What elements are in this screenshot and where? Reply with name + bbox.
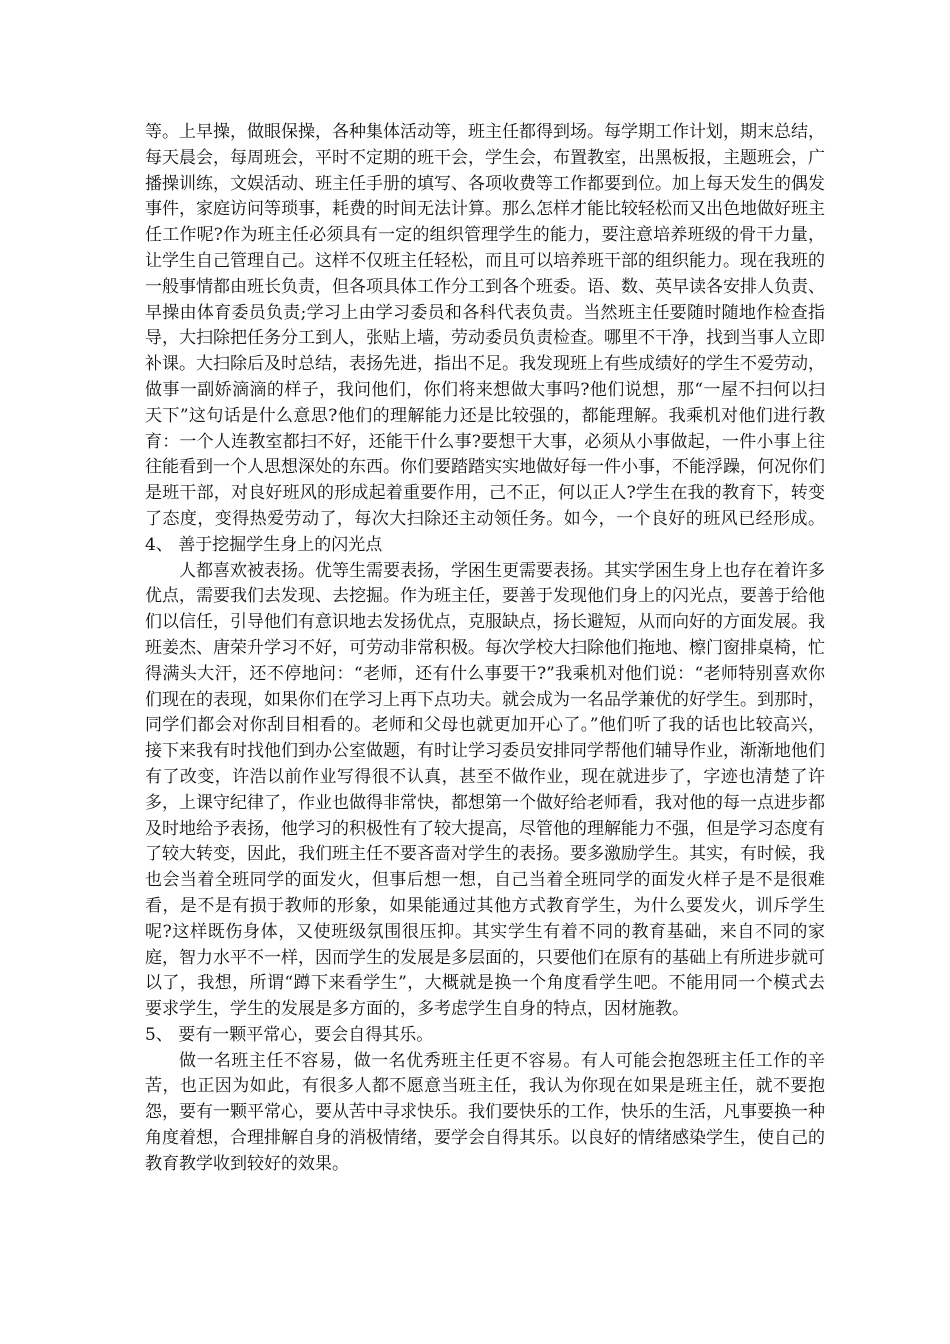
section-heading-5: 5、 要有一颗平常心，要会自得其乐。 (145, 1024, 434, 1045)
paragraph-1: 等。上早操，做眼保操，各种集体活动等，班主任都得到场。每学期工作计划，期末总结，每天晨会，每周班会，平时不定期的班干会，学生会，布置教室，出黑板报，主题班会，广播操训练，文娱活动、班主任手册的填写、各项收费等工作都要到位。加上每天发生的偶发事件，家庭访问等琐事，耗费的时间无法计算。那么怎样才能比较轻松而又出色地做好班主任工作呢?作为班主任必须具有一定的组织管理学生的能力，要注意培养班级的骨干力量，让学生自己管理自己。这样不仅班主任轻松，而且可以培养班干部的组织能力。现在我班的一般事情都由班长负责，但各项具体工作分工到各个班委。语、数、英早读各安排人负责、早操由体育委员负责;学习上由学习委员和各科代表负责。当然班主任要随时随地作检查指导，大扫除把任务分工到人，张贴上墙，劳动委员负责检查。哪里不干净，找到当事人立即补课。大扫除后及时总结，表扬先进，指出不足。我发现班上有些成绩好的学生不爱劳动，做事一副娇滴滴的样子，我问他们，你们将来想做大事吗?他们说想，那“一屋不扫何以扫天下”这句话是什么意思?他们的理解能力还是比较强的，都能理解。我乘机对他们进行教育：一个人连教室都扫不好，还能干什么事?要想干大事，必须从小事做起，一件小事上往往能看到一个人思想深处的东西。你们要踏踏实实地做好每一件小事，不能浮躁，何况你们是班干部，对良好班风的形成起着重要作用，己不正，何以正人?学生在我的教育下，转变了态度，变得热爱劳动了，每次大扫除还主动领任务。如今，一个良好的班风已经形成。 4、 善于挖掘学生身上的闪光点 (145, 122, 825, 555)
paragraph-2: 人都喜欢被表扬。优等生需要表扬，学困生更需要表扬。其实学困生身上也存在着许多优点，需要我们去发现、去挖掘。作为班主任，要善于发现他们身上的闪光点，要善于给他们以信任，引导他们有意识地去发扬优点，克服缺点，扬长避短，从而向好的方面发展。我班姜杰、唐荣升学习不好，可劳动非常积极。每次学校大扫除他们拖地、檫门窗排桌椅，忙得满头大汗，还不停地问：“老师，还有什么事要干?”我乘机对他们说：“老师特别喜欢你们现在的表现，如果你们在学习上再下点功夫。就会成为一名品学兼优的好学生。到那时，同学们都会对你刮目相看的。老师和父母也就更加开心了。”他们听了我的话也比较高兴，接下来我有时找他们到办公室做题，有时让学习委员安排同学帮他们辅导作业，渐渐地他们有了改变，许浩以前作业写得很不认真，甚至不做作业，现在就进步了，字迹也清楚了许多，上课守纪律了，作业也做得非常快，都想第一个做好给老师看，我对他的每一点进步都及时地给予表扬，他学习的积极性有了较大提高，尽管他的理解能力不强，但是学习态度有了较大转变，因此，我们班主任不要吝啬对学生的表扬。要多激励学生。其实，有时候，我也会当着全班同学的面发火，但事后想一想，自己当着全班同学的面发火样子是不是很难看，是不是有损于教师的形象，如果能通过其他方式教育学生，为什么要发火，训斥学生呢?这样既伤身体，又使班级氛围很压抑。其实学生有着不同的教育基础，来自不同的家庭，智力水平不一样，因而学生的发展是多层面的，只要他们在原有的基础上有所进步就可以了，我想，所谓“蹲下来看学生”，大概就是换一个角度看学生吧。不能用同一个模式去要求学生，学生的发展是多方面的，多考虑学生自身的特点，因材施教。 (145, 560, 825, 1020)
document-page (145, 120, 825, 1178)
paragraph-3: 做一名班主任不容易，做一名优秀班主任更不容易。有人可能会抱怨班主任工作的辛苦，也正因为如此，有很多人都不愿意当班主任，我认为你现在如果是班主任，就不要抱怨，要有一颗平常心，要从苦中寻求快乐。我们要快乐的工作，快乐的生活，凡事要换一种角度着想，合理排解自身的消极情绪，要学会自得其乐。以良好的情绪感染学生，使自己的教育教学收到较好的效果。 (145, 1050, 825, 1174)
